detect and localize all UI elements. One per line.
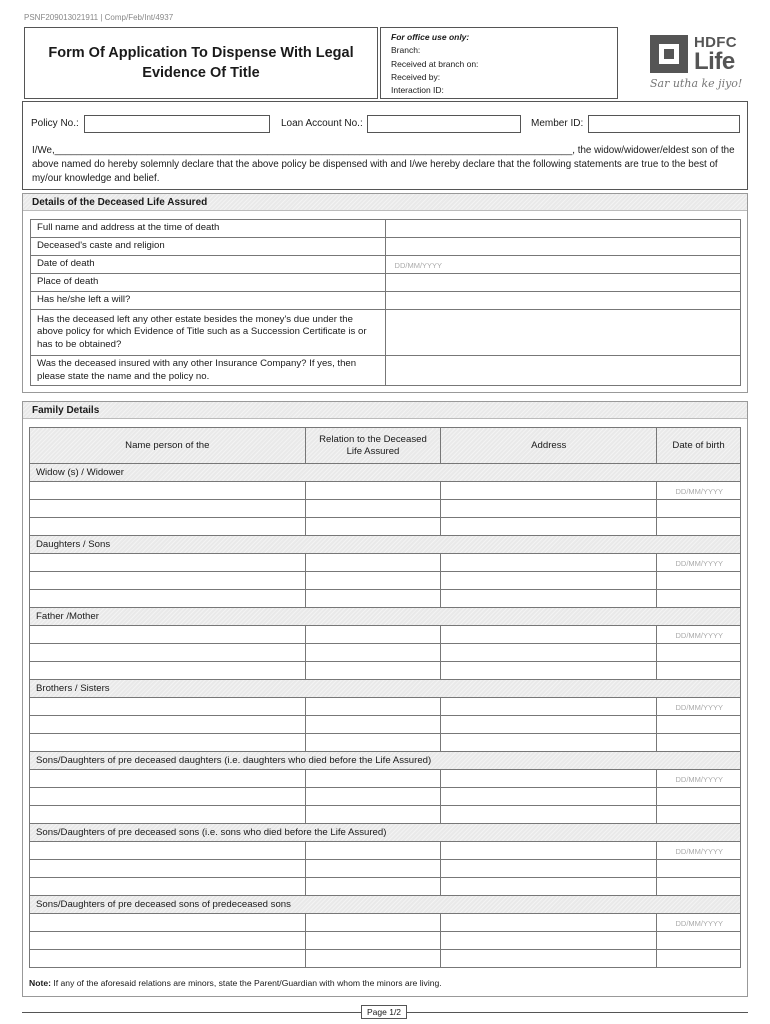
family-group-label: Widow (s) / Widower [30,464,741,482]
name-cell[interactable] [30,662,306,680]
date-placeholder: DD/MM/YYYY [675,919,723,928]
date-placeholder: DD/MM/YYYY [675,559,723,568]
column-header-relation: Relation to the Deceased Life Assured [305,428,441,464]
dob-cell[interactable] [657,500,741,518]
member-id-input[interactable] [588,115,740,133]
name-cell[interactable] [30,590,306,608]
relation-cell[interactable] [305,716,441,734]
dob-cell[interactable] [657,860,741,878]
dob-cell[interactable] [657,662,741,680]
dob-cell[interactable] [657,950,741,968]
member-id-label: Member ID: [531,118,584,129]
dob-cell[interactable] [657,878,741,896]
answer-field[interactable] [385,356,740,386]
address-cell[interactable] [441,716,657,734]
note-label: Note: [29,978,51,988]
column-header-name: Name person of the [30,428,306,464]
table-row [30,572,741,590]
relation-cell[interactable] [305,914,441,932]
address-cell[interactable] [441,842,657,860]
table-row [30,554,741,572]
dob-cell[interactable] [657,644,741,662]
table-row [30,914,741,932]
deceased-details-section [22,193,748,393]
address-cell[interactable] [441,482,657,500]
dob-cell[interactable] [657,716,741,734]
table-row [30,734,741,752]
name-cell[interactable] [30,770,306,788]
question-label: Full name and address at the time of death [31,220,386,238]
family-group-row [30,536,741,554]
name-cell[interactable] [30,806,306,824]
table-row [30,662,741,680]
table-row [30,644,741,662]
relation-cell[interactable] [305,698,441,716]
dob-cell[interactable] [657,932,741,950]
name-cell[interactable] [30,644,306,662]
date-placeholder: DD/MM/YYYY [394,261,443,270]
address-cell[interactable] [441,878,657,896]
table-row [31,310,741,356]
name-cell[interactable] [30,572,306,590]
address-cell[interactable] [441,770,657,788]
address-cell[interactable] [441,590,657,608]
relation-cell[interactable] [305,482,441,500]
answer-field[interactable] [385,238,740,256]
family-group-label: Father /Mother [30,608,741,626]
deceased-details-heading: Details of the Deceased Life Assured [23,194,747,211]
name-cell[interactable] [30,698,306,716]
date-placeholder: DD/MM/YYYY [675,703,723,712]
loan-account-input[interactable] [367,115,521,133]
relation-cell[interactable] [305,518,441,536]
table-row [31,356,741,386]
family-group-row [30,680,741,698]
loan-account-label: Loan Account No.: [281,118,363,129]
family-details-heading: Family Details [23,402,747,419]
office-use-heading: For office use only: [391,32,470,42]
table-row [30,482,741,500]
table-row [30,878,741,896]
address-cell[interactable] [441,950,657,968]
relation-cell[interactable] [305,788,441,806]
address-cell[interactable] [441,572,657,590]
name-cell[interactable] [30,860,306,878]
form-title [24,27,378,99]
address-cell[interactable] [441,914,657,932]
answer-field[interactable] [385,220,740,238]
table-row [30,860,741,878]
name-cell[interactable] [30,932,306,950]
table-row [31,256,741,274]
family-group-label: Sons/Daughters of pre deceased daughters (i.e. daughters who died before the Life Assured) [30,752,741,770]
relation-cell[interactable] [305,500,441,518]
dob-cell[interactable] [657,554,741,572]
question-label: Has he/she left a will? [31,292,386,310]
dob-cell[interactable] [657,590,741,608]
table-row [31,292,741,310]
table-row [30,932,741,950]
family-group-label: Daughters / Sons [30,536,741,554]
relation-cell[interactable] [305,554,441,572]
table-row [30,770,741,788]
office-interaction-id: Interaction ID: [391,85,444,96]
address-cell[interactable] [441,662,657,680]
family-group-label: Sons/Daughters of pre deceased sons of predeceased sons [30,896,741,914]
dob-cell[interactable] [657,698,741,716]
policy-info-section [22,101,748,190]
dob-cell[interactable] [657,626,741,644]
table-row [30,842,741,860]
name-cell[interactable] [30,500,306,518]
dob-cell[interactable] [657,788,741,806]
name-cell[interactable] [30,842,306,860]
address-cell[interactable] [441,806,657,824]
policy-no-input[interactable] [84,115,270,133]
relation-cell[interactable] [305,842,441,860]
table-header-row [30,428,741,464]
page-number: Page 1/2 [361,1005,407,1019]
date-placeholder: DD/MM/YYYY [675,847,723,856]
question-label: Deceased's caste and religion [31,238,386,256]
dob-cell[interactable] [657,482,741,500]
table-row [30,518,741,536]
form-title-text: Form Of Application To Dispense With Legal Evidence Of Title [48,45,354,81]
family-group-row [30,464,741,482]
answer-field[interactable] [385,310,740,356]
table-row [30,626,741,644]
address-cell[interactable] [441,734,657,752]
relation-cell[interactable] [305,734,441,752]
column-header-dob: Date of birth [657,428,741,464]
name-cell[interactable] [30,878,306,896]
address-cell[interactable] [441,860,657,878]
name-cell[interactable] [30,626,306,644]
declaration-text: I/We,_______________________________________________________________________________________________, the widow/widower/eldest son of the above named do hereby solemnly declare that the above policy be dispensed with and I/we hereby declare that the following statements are true to the best of my/our knowledge and belief. [32,145,735,184]
table-row [30,698,741,716]
table-row [31,274,741,292]
column-header-address: Address [441,428,657,464]
relation-cell[interactable] [305,806,441,824]
name-cell[interactable] [30,716,306,734]
name-cell[interactable] [30,914,306,932]
name-cell[interactable] [30,734,306,752]
note [29,978,442,988]
family-group-row [30,896,741,914]
relation-cell[interactable] [305,860,441,878]
name-cell[interactable] [30,788,306,806]
table-row [30,806,741,824]
dob-cell[interactable] [657,572,741,590]
reference-code: PSNF209013021911 | Comp/Feb/Int/4937 [24,13,174,22]
table-row [30,500,741,518]
family-group-label: Sons/Daughters of pre deceased sons (i.e. sons who died before the Life Assured) [30,824,741,842]
relation-cell[interactable] [305,770,441,788]
table-row [30,788,741,806]
dob-cell[interactable] [657,518,741,536]
address-cell[interactable] [441,932,657,950]
office-received-on: Received at branch on: [391,58,479,69]
address-cell[interactable] [441,518,657,536]
address-cell[interactable] [441,500,657,518]
address-cell[interactable] [441,698,657,716]
office-branch: Branch: [391,45,421,56]
dob-cell[interactable] [657,806,741,824]
dob-cell[interactable] [657,770,741,788]
dob-cell[interactable] [657,914,741,932]
family-details-section [22,401,748,997]
date-placeholder: DD/MM/YYYY [675,775,723,784]
family-group-row [30,608,741,626]
question-label: Has the deceased left any other estate besides the money's due under the above policy for which Evidence of Title such as a Succession Certificate is or has to be obtained? [31,310,386,356]
date-of-death-field[interactable] [385,256,740,274]
relation-cell[interactable] [305,590,441,608]
name-cell[interactable] [30,554,306,572]
note-text: If any of the aforesaid relations are minors, state the Parent/Guardian with whom the minors are living. [50,978,442,988]
table-row [30,716,741,734]
dob-cell[interactable] [657,734,741,752]
relation-cell[interactable] [305,932,441,950]
answer-field[interactable] [385,274,740,292]
office-received-by: Received by: [391,71,441,82]
relation-cell[interactable] [305,626,441,644]
family-group-row [30,752,741,770]
relation-cell[interactable] [305,644,441,662]
address-cell[interactable] [441,626,657,644]
family-group-label: Brothers / Sisters [30,680,741,698]
name-cell[interactable] [30,950,306,968]
table-row [31,220,741,238]
table-row [30,590,741,608]
address-cell[interactable] [441,788,657,806]
address-cell[interactable] [441,644,657,662]
date-placeholder: DD/MM/YYYY [675,631,723,640]
logo-brand-life: Life [694,48,735,75]
logo-square-icon [650,35,688,73]
logo-tagline: Sar utha ke jiyo! [650,77,743,90]
relation-cell[interactable] [305,662,441,680]
answer-field[interactable] [385,292,740,310]
relation-cell[interactable] [305,572,441,590]
name-cell[interactable] [30,482,306,500]
hdfc-life-logo [650,35,748,97]
dob-cell[interactable] [657,842,741,860]
logo-brand-hdfc: HDFC [694,34,737,51]
relation-cell[interactable] [305,950,441,968]
table-row [31,238,741,256]
table-row [30,950,741,968]
date-placeholder: DD/MM/YYYY [675,487,723,496]
question-label: Date of death [31,256,386,274]
office-use-box [380,27,618,99]
name-cell[interactable] [30,518,306,536]
deceased-details-table [30,219,741,386]
relation-cell[interactable] [305,878,441,896]
address-cell[interactable] [441,554,657,572]
question-label: Place of death [31,274,386,292]
policy-no-label: Policy No.: [31,118,79,129]
family-details-table [29,427,741,968]
family-group-row [30,824,741,842]
question-label: Was the deceased insured with any other Insurance Company? If yes, then please state the name and the policy no. [31,356,386,386]
